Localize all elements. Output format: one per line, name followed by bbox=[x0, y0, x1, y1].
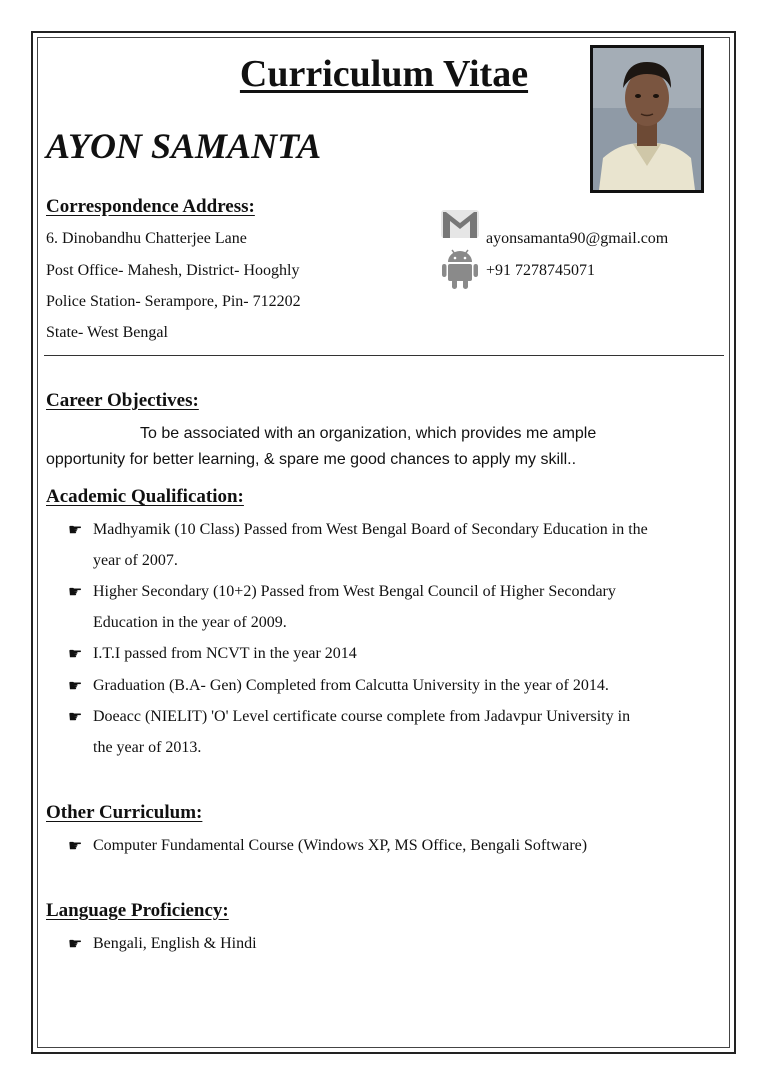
bullet-icon: ☛ bbox=[68, 709, 83, 726]
academic-heading: Academic Qualification: bbox=[46, 486, 244, 507]
career-text-line-1: To be associated with an organization, which provides me ample bbox=[140, 425, 597, 442]
other-curriculum-item: Computer Fundamental Course (Windows XP, MS Office, Bengali Software) bbox=[93, 837, 588, 854]
academic-item-1-line-2: year of 2007. bbox=[93, 552, 178, 569]
profile-photo bbox=[590, 45, 704, 193]
bullet-icon: ☛ bbox=[68, 522, 83, 539]
bullet-icon: ☛ bbox=[68, 646, 83, 663]
bullet-icon: ☛ bbox=[68, 936, 83, 953]
academic-item-4: Graduation (B.A- Gen) Completed from Calcutta University in the year of 2014. bbox=[93, 677, 609, 694]
section-divider bbox=[44, 355, 724, 356]
academic-item-5-line-2: the year of 2013. bbox=[93, 739, 202, 756]
academic-item-1-line-1: Madhyamik (10 Class) Passed from West Bengal Board of Secondary Education in the bbox=[93, 521, 648, 538]
candidate-name: AYON SAMANTA bbox=[46, 126, 322, 166]
academic-item-2-line-1: Higher Secondary (10+2) Passed from West Bengal Council of Higher Secondary bbox=[93, 583, 616, 600]
address-line-4: State- West Bengal bbox=[46, 324, 168, 341]
other-curriculum-heading: Other Curriculum: bbox=[46, 802, 203, 823]
bullet-icon: ☛ bbox=[68, 678, 83, 695]
language-item: Bengali, English & Hindi bbox=[93, 935, 257, 952]
contact-email: ayonsamanta90@gmail.com bbox=[486, 230, 669, 247]
address-line-2: Post Office- Mahesh, District- Hooghly bbox=[46, 262, 300, 279]
address-line-1: 6. Dinobandhu Chatterjee Lane bbox=[46, 230, 247, 247]
academic-item-5-line-1: Doeacc (NIELIT) 'O' Level certificate course complete from Jadavpur University in bbox=[93, 708, 631, 725]
academic-item-3: I.T.I passed from NCVT in the year 2014 bbox=[93, 645, 357, 662]
page-title: Curriculum Vitae bbox=[239, 53, 529, 95]
address-heading: Correspondence Address: bbox=[46, 196, 255, 217]
contact-phone: +91 7278745071 bbox=[486, 262, 596, 279]
address-line-3: Police Station- Serampore, Pin- 712202 bbox=[46, 293, 301, 310]
gmail-icon bbox=[440, 208, 480, 245]
academic-item-2-line-2: Education in the year of 2009. bbox=[93, 614, 287, 631]
bullet-icon: ☛ bbox=[68, 584, 83, 601]
career-heading: Career Objectives: bbox=[46, 390, 199, 411]
language-heading: Language Proficiency: bbox=[46, 900, 229, 921]
career-text-line-2: opportunity for better learning, & spare me good chances to apply my skill.. bbox=[46, 451, 577, 468]
android-phone-icon bbox=[441, 246, 479, 295]
bullet-icon: ☛ bbox=[68, 838, 83, 855]
